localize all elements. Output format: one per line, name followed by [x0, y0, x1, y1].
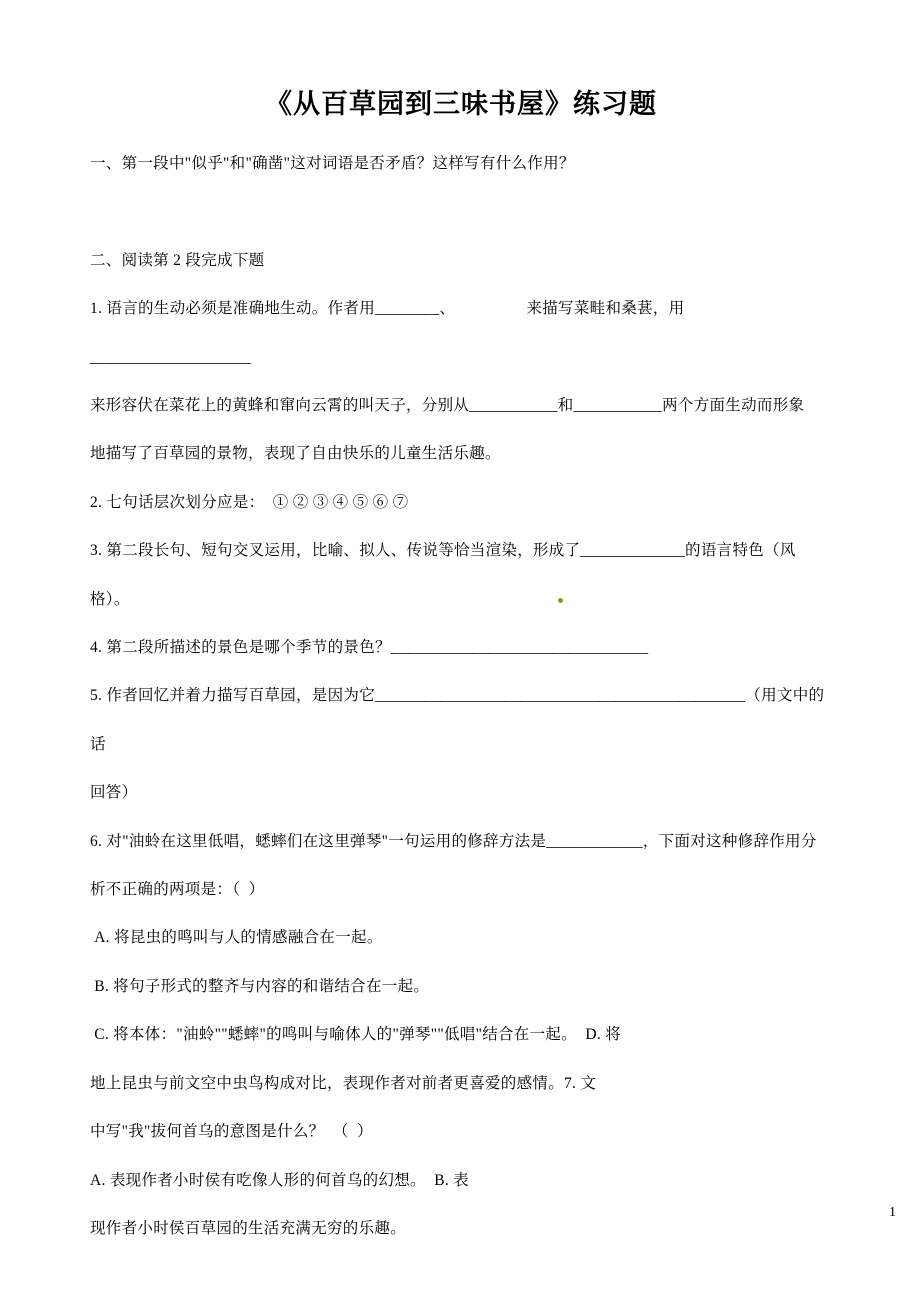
- text-line-q2: 2. 七句话层次划分应是： ① ② ③ ④ ⑤ ⑥ ⑦: [90, 493, 409, 511]
- text-line-q6-d-cont-q7: 地上昆虫与前文空中虫鸟构成对比，表现作者对前者更喜爱的感情。7. 文: [90, 1074, 597, 1092]
- page-title: 《从百草园到三味书屋》练习题: [265, 89, 657, 119]
- page-number: 1: [889, 1205, 896, 1220]
- text-line-q1-part3: 地描写了百草园的景物，表现了自由快乐的儿童生活乐趣。: [90, 445, 501, 463]
- text-line-q1-part1: 1. 语言的生动必须是准确地生动。作者用________、 来描写菜畦和桑葚，用____________________: [90, 300, 685, 366]
- text-line-q7-part2: 中写"我"拔何首乌的意图是什么？ （ ）: [90, 1123, 373, 1141]
- text-line-q6-part2: 析不正确的两项是：（ ）: [90, 881, 265, 899]
- text-line-q6-option-c-d: C. 将本体："油蛉""蟋蟀"的鸣叫与喻体人的"弹琴""低唱"结合在一起。 D. 将: [90, 1026, 621, 1044]
- text-line-q5-part2: 回答）: [90, 784, 138, 802]
- text-line-q6-option-a: A. 将昆虫的鸣叫与人的情感融合在一起。: [90, 929, 383, 947]
- green-speck-mark: [558, 598, 563, 603]
- text-line-q1-part2: 来形容伏在菜花上的黄蜂和窜向云霄的叫天子，分别从___________和___________两个方面生动而形象: [90, 397, 805, 415]
- text-line-q6-part1: 6. 对"油蛉在这里低唱，蟋蟀们在这里弹琴"一句运用的修辞方法是____________，下面对这种修辞作用分: [90, 832, 817, 850]
- text-line-q3-part2: 格）。: [90, 590, 130, 608]
- text-line-blank: [90, 188, 832, 236]
- text-line-section-2-heading: 二、阅读第 2 段完成下题: [90, 251, 265, 269]
- text-line-q7-option-a-b: A. 表现作者小时侯有吃像人形的何首乌的幻想。 B. 表: [90, 1171, 469, 1189]
- text-line-q5-part1: 5. 作者回忆并着力描写百草园，是因为它______________________________________________（用文中的话: [90, 687, 825, 753]
- document-body: [90, 140, 832, 1253]
- text-line-q4: 4. 第二段所描述的景色是哪个季节的景色？________________________________: [90, 639, 649, 657]
- text-line-q7-option-b-cont: 现作者小时侯百草园的生活充满无穷的乐趣。: [90, 1219, 407, 1237]
- text-line-q3-part1: 3. 第二段长句、短句交叉运用，比喻、拟人、传说等恰当渲染，形成了_____________的语言特色（风: [90, 542, 796, 560]
- text-line-question-1: 一、第一段中"似乎"和"确凿"这对词语是否矛盾？这样写有什么作用？: [90, 155, 575, 172]
- text-line-q6-option-b: B. 将句子形式的整齐与内容的和谐结合在一起。: [90, 977, 430, 995]
